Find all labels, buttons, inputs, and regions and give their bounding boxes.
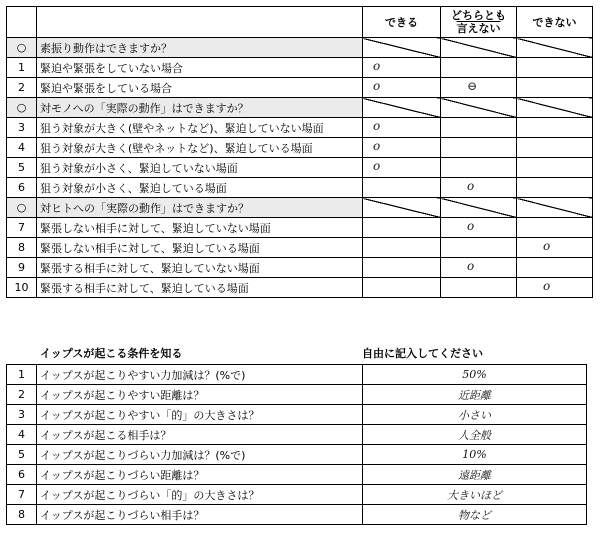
row-number: ○	[7, 198, 37, 218]
answer-mark: o	[467, 219, 475, 233]
condition-row	[7, 505, 587, 525]
cell-cannot	[517, 218, 593, 238]
cell-can	[363, 58, 441, 78]
condition-number: 6	[7, 465, 37, 485]
cell-neither	[441, 198, 517, 218]
answer-mark: ⊖	[467, 79, 478, 93]
question-row	[7, 138, 593, 158]
header-neither	[441, 7, 517, 38]
condition-number: 1	[7, 365, 37, 385]
row-question: 狙う対象が大きく(壁やネットなど)、緊迫している場面	[37, 138, 363, 158]
cell-cannot	[517, 38, 593, 58]
header-blank-question	[37, 7, 363, 38]
condition-row	[7, 465, 587, 485]
section-row	[7, 38, 593, 58]
question-row	[7, 258, 593, 278]
answer-header: 自由に記入してください	[362, 347, 483, 360]
answer-mark: o	[543, 279, 551, 293]
cell-can	[363, 198, 441, 218]
condition-number: 5	[7, 445, 37, 465]
ability-table	[6, 6, 593, 298]
cell-can	[363, 98, 441, 118]
condition-question: イップスが起こりやすい力加減は？(%で)	[37, 365, 363, 385]
condition-question: イップスが起こる相手は？	[37, 425, 363, 445]
question-row	[7, 178, 593, 198]
cell-cannot	[517, 198, 593, 218]
row-question: 狙う対象が小さく、緊迫している場面	[37, 178, 363, 198]
cell-neither	[441, 158, 517, 178]
cell-neither	[441, 98, 517, 118]
row-number: 9	[7, 258, 37, 278]
answer-mark: o	[373, 119, 381, 133]
ability-table-header	[7, 7, 593, 38]
cell-cannot	[517, 158, 593, 178]
condition-row	[7, 385, 587, 405]
question-row	[7, 118, 593, 138]
cell-neither	[441, 178, 517, 198]
header-cannot: できない	[517, 7, 593, 38]
answer-mark: o	[467, 179, 475, 193]
condition-answer: 大きいほど	[363, 485, 587, 505]
question-row	[7, 78, 593, 98]
row-question: 緊迫や緊張をしていない場合	[37, 58, 363, 78]
question-row	[7, 158, 593, 178]
cell-cannot	[517, 78, 593, 98]
conditions-table	[6, 364, 587, 525]
cell-cannot	[517, 278, 593, 298]
row-number: ○	[7, 98, 37, 118]
condition-answer: 小さい	[363, 405, 587, 425]
cell-cannot	[517, 58, 593, 78]
row-question: 緊張しない相手に対して、緊迫していない場面	[37, 218, 363, 238]
answer-mark: o	[467, 259, 475, 273]
cell-can	[363, 138, 441, 158]
condition-answer: 遠距離	[363, 465, 587, 485]
condition-question: イップスが起こりづらい距離は？	[37, 465, 363, 485]
condition-answer: 50%	[363, 365, 587, 385]
condition-number: 2	[7, 385, 37, 405]
answer-mark: o	[543, 239, 551, 253]
row-question: 対ヒトへの「実際の動作」はできますか？	[37, 198, 363, 218]
condition-answer: 近距離	[363, 385, 587, 405]
header-neither-line1: どちらとも	[451, 9, 506, 22]
row-number: 6	[7, 178, 37, 198]
cell-cannot	[517, 138, 593, 158]
question-row	[7, 58, 593, 78]
row-question: 緊張する相手に対して、緊迫していない場面	[37, 258, 363, 278]
section-row	[7, 198, 593, 218]
row-number: 5	[7, 158, 37, 178]
cell-can	[363, 258, 441, 278]
header-blank-num	[7, 7, 37, 38]
cell-can	[363, 118, 441, 138]
condition-number: 7	[7, 485, 37, 505]
condition-row	[7, 425, 587, 445]
answer-mark: o	[373, 139, 381, 153]
answer-mark: o	[373, 159, 381, 173]
row-question: 狙う対象が小さく、緊迫していない場面	[37, 158, 363, 178]
header-neither-line2: 言えない	[456, 22, 501, 35]
cell-can	[363, 278, 441, 298]
cell-neither	[441, 218, 517, 238]
condition-number: 3	[7, 405, 37, 425]
condition-answer: 10%	[363, 445, 587, 465]
row-question: 素振り動作はできますか？	[37, 38, 363, 58]
cell-neither	[441, 38, 517, 58]
section-row	[7, 98, 593, 118]
cell-neither	[441, 118, 517, 138]
condition-row	[7, 485, 587, 505]
conditions-title: イップスが起こる条件を知る	[40, 347, 183, 360]
row-number: 10	[7, 278, 37, 298]
row-question: 狙う対象が大きく(壁やネットなど)、緊迫していない場面	[37, 118, 363, 138]
condition-row	[7, 405, 587, 425]
condition-answer: 人全般	[363, 425, 587, 445]
cell-can	[363, 238, 441, 258]
condition-question: イップスが起こりやすい距離は？	[37, 385, 363, 405]
answer-mark: o	[373, 59, 381, 73]
condition-number: 4	[7, 425, 37, 445]
condition-number: 8	[7, 505, 37, 525]
row-number: ○	[7, 38, 37, 58]
row-number: 7	[7, 218, 37, 238]
header-can: できる	[363, 7, 441, 38]
ability-table-body	[7, 7, 593, 298]
condition-row	[7, 365, 587, 385]
cell-can	[363, 218, 441, 238]
cell-cannot	[517, 178, 593, 198]
row-question: 対モノへの「実際の動作」はできますか？	[37, 98, 363, 118]
cell-can	[363, 78, 441, 98]
cell-cannot	[517, 98, 593, 118]
condition-answer: 物など	[363, 505, 587, 525]
cell-cannot	[517, 258, 593, 278]
cell-can	[363, 38, 441, 58]
condition-question: イップスが起こりやすい「的」の大きさは？	[37, 405, 363, 425]
row-number: 3	[7, 118, 37, 138]
row-question: 緊張する相手に対して、緊迫している場面	[37, 278, 363, 298]
cell-cannot	[517, 238, 593, 258]
row-number: 8	[7, 238, 37, 258]
cell-can	[363, 178, 441, 198]
cell-cannot	[517, 118, 593, 138]
cell-neither	[441, 278, 517, 298]
row-number: 2	[7, 78, 37, 98]
cell-neither	[441, 138, 517, 158]
row-number: 4	[7, 138, 37, 158]
row-number: 1	[7, 58, 37, 78]
condition-question: イップスが起こりづらい相手は？	[37, 505, 363, 525]
cell-neither	[441, 58, 517, 78]
row-question: 緊張しない相手に対して、緊迫している場面	[37, 238, 363, 258]
question-row	[7, 218, 593, 238]
cell-neither	[441, 238, 517, 258]
answer-mark: o	[373, 79, 381, 93]
question-row	[7, 278, 593, 298]
cell-neither	[441, 78, 517, 98]
conditions-table-body	[7, 365, 587, 525]
cell-can	[363, 158, 441, 178]
condition-row	[7, 445, 587, 465]
cell-neither	[441, 258, 517, 278]
condition-question: イップスが起こりづらい力加減は？(%で)	[37, 445, 363, 465]
row-question: 緊迫や緊張をしている場合	[37, 78, 363, 98]
condition-question: イップスが起こりづらい「的」の大きさは？	[37, 485, 363, 505]
question-row	[7, 238, 593, 258]
